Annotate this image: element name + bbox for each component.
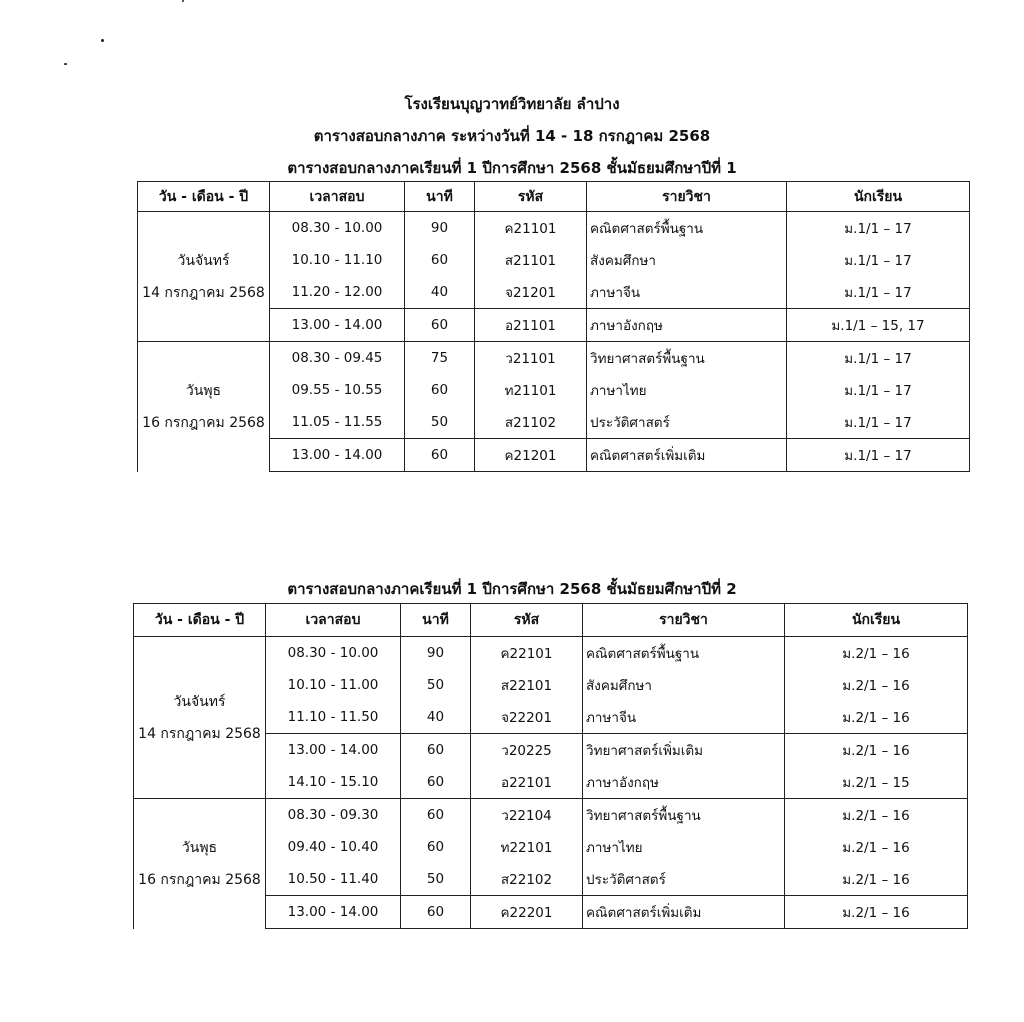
student-classes: ม.2/1 – 16 [785, 799, 968, 832]
column-header: นาที [405, 182, 475, 212]
student-classes: ม.2/1 – 15 [785, 766, 968, 799]
exam-table-m1 [137, 181, 970, 472]
subject-name: ภาษาจีน [587, 276, 787, 309]
table-row [138, 212, 970, 245]
subject-name: ภาษาอังกฤษ [583, 766, 785, 799]
column-header: นาที [401, 604, 471, 637]
exam-date: 14 กรกฎาคม 2568 [142, 284, 265, 301]
column-header: วัน - เดือน - ปี [134, 604, 266, 637]
subject-code: ส21102 [475, 406, 587, 439]
table-row [138, 342, 970, 375]
exam-time: 11.05 - 11.55 [270, 406, 405, 439]
column-header: รหัส [471, 604, 583, 637]
exam-time: 13.00 - 14.00 [266, 734, 401, 767]
subject-code: ส22102 [471, 863, 583, 896]
subject-name: ประวัติศาสตร์ [587, 406, 787, 439]
subject-name: ภาษาไทย [587, 374, 787, 406]
day-cell [134, 799, 266, 929]
exam-minutes: 60 [405, 439, 475, 472]
day-name: วันพุธ [181, 839, 218, 856]
exam-date: 16 กรกฎาคม 2568 [142, 414, 265, 431]
student-classes: ม.2/1 – 16 [785, 669, 968, 701]
exam-time: 09.55 - 10.55 [270, 374, 405, 406]
exam-minutes: 50 [401, 669, 471, 701]
schedule-range: ตารางสอบกลางภาค ระหว่างวันที่ 14 - 18 กรกฎาคม 2568 [313, 127, 711, 145]
exam-time: 11.10 - 11.50 [266, 701, 401, 734]
column-header: รหัส [475, 182, 587, 212]
scan-speck [64, 63, 67, 65]
subject-code: ค22101 [471, 637, 583, 670]
exam-time: 08.30 - 09.45 [270, 342, 405, 375]
column-header: เวลาสอบ [270, 182, 405, 212]
exam-minutes: 50 [401, 863, 471, 896]
exam-time: 08.30 - 10.00 [266, 637, 401, 670]
scan-speck [101, 39, 104, 42]
exam-minutes: 40 [405, 276, 475, 309]
student-classes: ม.1/1 – 15, 17 [787, 309, 970, 342]
column-header: นักเรียน [785, 604, 968, 637]
exam-time: 13.00 - 14.00 [266, 896, 401, 929]
exam-time: 10.10 - 11.10 [270, 244, 405, 276]
exam-time: 08.30 - 10.00 [270, 212, 405, 245]
exam-time: 10.50 - 11.40 [266, 863, 401, 896]
subject-code: ค21101 [475, 212, 587, 245]
column-header: เวลาสอบ [266, 604, 401, 637]
subject-name: คณิตศาสตร์พื้นฐาน [583, 637, 785, 670]
subject-code: ส22101 [471, 669, 583, 701]
subject-code: ว22104 [471, 799, 583, 832]
exam-minutes: 60 [401, 734, 471, 767]
column-header: นักเรียน [787, 182, 970, 212]
subject-name: สังคมศึกษา [587, 244, 787, 276]
subject-name: คณิตศาสตร์เพิ่มเติม [587, 439, 787, 472]
subject-name: คณิตศาสตร์เพิ่มเติม [583, 896, 785, 929]
table-header-row [134, 604, 968, 637]
student-classes: ม.2/1 – 16 [785, 831, 968, 863]
exam-minutes: 60 [405, 374, 475, 406]
subject-code: ค22201 [471, 896, 583, 929]
day-cell [138, 342, 270, 472]
exam-minutes: 40 [401, 701, 471, 734]
exam-minutes: 60 [405, 244, 475, 276]
exam-minutes: 60 [405, 309, 475, 342]
subject-name: ภาษาไทย [583, 831, 785, 863]
subject-code: ท22101 [471, 831, 583, 863]
day-name: วันพุธ [185, 382, 222, 399]
student-classes: ม.1/1 – 17 [787, 406, 970, 439]
student-classes: ม.2/1 – 16 [785, 701, 968, 734]
table-header-row [138, 182, 970, 212]
student-classes: ม.1/1 – 17 [787, 212, 970, 245]
subject-name: วิทยาศาสตร์พื้นฐาน [583, 799, 785, 832]
table-row [134, 799, 968, 832]
subject-code: จ21201 [475, 276, 587, 309]
student-classes: ม.1/1 – 17 [787, 374, 970, 406]
exam-minutes: 60 [401, 766, 471, 799]
student-classes: ม.1/1 – 17 [787, 244, 970, 276]
exam-date: 14 กรกฎาคม 2568 [138, 725, 261, 742]
subject-code: ท21101 [475, 374, 587, 406]
exam-minutes: 60 [401, 799, 471, 832]
day-cell [134, 637, 266, 799]
subject-name: วิทยาศาสตร์พื้นฐาน [587, 342, 787, 375]
table-title-m1: ตารางสอบกลางภาคเรียนที่ 1 ปีการศึกษา 2568 ชั้นมัธยมศึกษาปีที่ 1 [287, 159, 737, 177]
subject-name: ประวัติศาสตร์ [583, 863, 785, 896]
column-header: รายวิชา [587, 182, 787, 212]
student-classes: ม.1/1 – 17 [787, 342, 970, 375]
student-classes: ม.2/1 – 16 [785, 734, 968, 767]
exam-time: 14.10 - 15.10 [266, 766, 401, 799]
exam-time: 13.00 - 14.00 [270, 439, 405, 472]
exam-date: 16 กรกฎาคม 2568 [138, 871, 261, 888]
subject-name: คณิตศาสตร์พื้นฐาน [587, 212, 787, 245]
subject-code: ว20225 [471, 734, 583, 767]
student-classes: ม.2/1 – 16 [785, 863, 968, 896]
subject-code: ส21101 [475, 244, 587, 276]
exam-minutes: 75 [405, 342, 475, 375]
subject-code: จ22201 [471, 701, 583, 734]
table-title-m2: ตารางสอบกลางภาคเรียนที่ 1 ปีการศึกษา 2568 ชั้นมัธยมศึกษาปีที่ 2 [287, 580, 737, 598]
student-classes: ม.2/1 – 16 [785, 896, 968, 929]
exam-minutes: 60 [401, 896, 471, 929]
column-header: รายวิชา [583, 604, 785, 637]
student-classes: ม.1/1 – 17 [787, 439, 970, 472]
day-name: วันจันทร์ [173, 693, 226, 710]
exam-time: 10.10 - 11.00 [266, 669, 401, 701]
table-row [134, 637, 968, 670]
subject-name: ภาษาจีน [583, 701, 785, 734]
exam-minutes: 90 [405, 212, 475, 245]
exam-table-m2 [133, 603, 968, 929]
exam-time: 08.30 - 09.30 [266, 799, 401, 832]
column-header: วัน - เดือน - ปี [138, 182, 270, 212]
subject-code: อ22101 [471, 766, 583, 799]
subject-name: วิทยาศาสตร์เพิ่มเติม [583, 734, 785, 767]
scan-speck [182, 0, 184, 2]
exam-time: 11.20 - 12.00 [270, 276, 405, 309]
exam-minutes: 60 [401, 831, 471, 863]
subject-name: ภาษาอังกฤษ [587, 309, 787, 342]
exam-time: 09.40 - 10.40 [266, 831, 401, 863]
subject-code: อ21101 [475, 309, 587, 342]
school-name: โรงเรียนบุญวาทย์วิทยาลัย ลำปาง [404, 95, 620, 113]
subject-name: สังคมศึกษา [583, 669, 785, 701]
day-cell [138, 212, 270, 342]
exam-minutes: 50 [405, 406, 475, 439]
exam-time: 13.00 - 14.00 [270, 309, 405, 342]
student-classes: ม.2/1 – 16 [785, 637, 968, 670]
subject-code: ว21101 [475, 342, 587, 375]
day-name: วันจันทร์ [177, 252, 230, 269]
student-classes: ม.1/1 – 17 [787, 276, 970, 309]
subject-code: ค21201 [475, 439, 587, 472]
exam-minutes: 90 [401, 637, 471, 670]
